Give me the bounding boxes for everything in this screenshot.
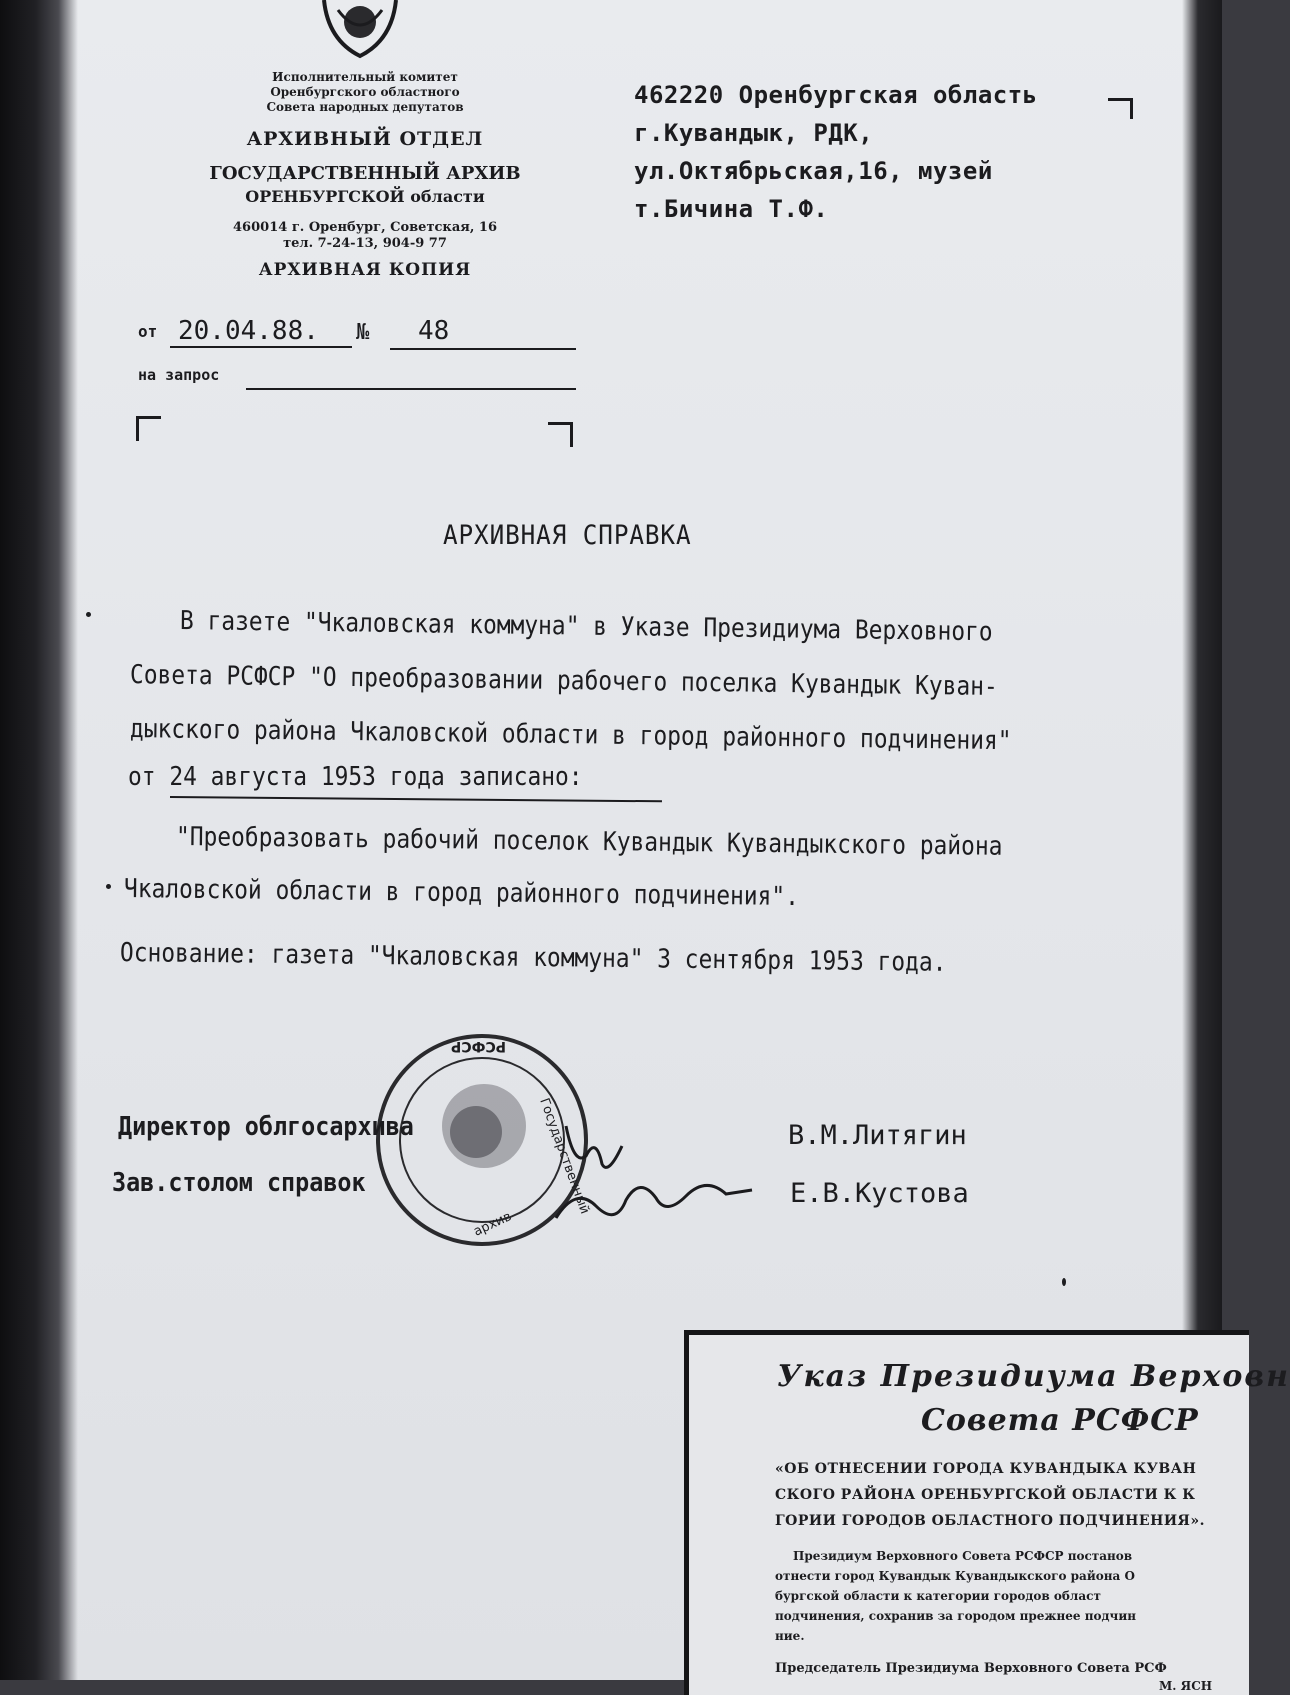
basis-line: Основание: газета "Чкаловская коммуна" 3 сентября 1953 года. bbox=[119, 938, 947, 978]
clipping-title-line-1: Указ Президиума Верховн bbox=[777, 1359, 1290, 1394]
body-line-2: Совета РСФСР "О преобразовании рабочего поселка Кувандык Куван- bbox=[129, 660, 998, 703]
document-title: АРХИВНАЯ СПРАВКА bbox=[443, 520, 692, 551]
org-line-2: Оренбургского областного bbox=[270, 85, 460, 99]
date-prefix: от bbox=[138, 322, 158, 341]
stamp-top-text: РСФСР bbox=[451, 1038, 506, 1054]
number-underline bbox=[390, 348, 576, 350]
scan-shadow-left bbox=[0, 0, 78, 1680]
clipping-title-line-2: Совета РСФСР bbox=[921, 1403, 1199, 1438]
request-label: на запрос bbox=[138, 366, 220, 384]
scan-speck bbox=[86, 612, 91, 617]
signature-name-2: Е.В.Кустова bbox=[790, 1178, 969, 1209]
date-highlight-underline bbox=[170, 796, 662, 802]
number-label: № bbox=[356, 320, 370, 345]
document-date: 20.04.88. bbox=[178, 316, 319, 346]
archive-copy-label: АРХИВНАЯ КОПИЯ bbox=[258, 260, 472, 280]
recipient-line-1: 462220 Оренбургская область bbox=[634, 81, 1038, 109]
right-corner-mark bbox=[548, 422, 573, 447]
clipping-caption-1: «ОБ ОТНЕСЕНИИ ГОРОДА КУВАНДЫКА КУВАН bbox=[775, 1461, 1197, 1477]
quote-line-2: Чкаловской области в город районного подчинения". bbox=[123, 874, 800, 913]
recipient-line-3: ул.Октябрьская,16, музей bbox=[634, 157, 993, 185]
recipient-line-4: т.Бичина Т.Ф. bbox=[634, 195, 829, 223]
newspaper-clipping bbox=[684, 1330, 1290, 1695]
signature-role-1: Директор облгосархива bbox=[118, 1112, 414, 1142]
clipping-footer-2: М. ЯСН bbox=[1159, 1679, 1213, 1693]
stamp-side-text: Государственный bbox=[536, 1096, 593, 1217]
clipping-body-1: Президиум Верховного Совета РСФСР постанов bbox=[793, 1549, 1133, 1563]
request-underline bbox=[246, 388, 576, 390]
archive-name-line-2: ОРЕНБУРГСКОЙ области bbox=[245, 187, 485, 206]
address-corner-mark bbox=[1108, 98, 1133, 119]
recipient-address bbox=[634, 76, 1094, 228]
body-line-3: дыкского района Чкаловской области в город районного подчинения" bbox=[129, 714, 1012, 757]
signature-name-1: В.М.Литягин bbox=[788, 1120, 967, 1151]
handwritten-signature bbox=[556, 1106, 756, 1236]
dept-name: АРХИВНЫЙ ОТДЕЛ bbox=[246, 128, 484, 150]
clipping-body-5: ние. bbox=[775, 1629, 805, 1643]
clipping-body-4: подчинения, сохранив за городом прежнее подчин bbox=[775, 1609, 1136, 1623]
org-line-3: Совета народных депутатов bbox=[266, 100, 464, 114]
clipping-footer: Председатель Президиума Верховного Совета РСФ bbox=[775, 1661, 1167, 1676]
archive-name-line-1: ГОСУДАРСТВЕННЫЙ АРХИВ bbox=[209, 163, 521, 184]
quote-line-1: "Преобразовать рабочий поселок Кувандык Кувандыкского района bbox=[175, 822, 1003, 862]
scan-speck bbox=[106, 884, 111, 889]
document-number: 48 bbox=[418, 316, 450, 346]
clipping-caption-2: СКОГО РАЙОНА ОРЕНБУРГСКОЙ ОБЛАСТИ К К bbox=[775, 1487, 1196, 1503]
body-line-4: от 24 августа 1953 года записано: bbox=[128, 762, 583, 792]
body-line-1: В газете "Чкаловская коммуна" в Указе Президиума Верховного bbox=[179, 606, 993, 648]
scan-speck bbox=[1062, 1278, 1066, 1286]
left-corner-mark bbox=[136, 416, 161, 441]
clipping-body-3: бургской области к категории городов област bbox=[775, 1589, 1101, 1603]
scan-shadow-right bbox=[1182, 0, 1222, 1330]
org-line-1: Исполнительный комитет bbox=[272, 70, 458, 84]
coat-of-arms-emblem bbox=[318, 0, 402, 58]
date-underline bbox=[170, 346, 352, 348]
archive-address: 460014 г. Оренбург, Советская, 16 bbox=[233, 220, 497, 235]
clipping-caption-3: ГОРИИ ГОРОДОВ ОБЛАСТНОГО ПОДЧИНЕНИЯ». bbox=[775, 1513, 1206, 1529]
recipient-line-2: г.Кувандык, РДК, bbox=[634, 119, 874, 147]
stamp-bottom-text: архив bbox=[471, 1209, 514, 1240]
signature-role-2: Зав.столом справок bbox=[112, 1168, 366, 1198]
clipping-body-2: отнести город Кувандык Кувандыкского района О bbox=[775, 1569, 1135, 1583]
archive-phone: тел. 7-24-13, 904-9 77 bbox=[283, 236, 447, 251]
